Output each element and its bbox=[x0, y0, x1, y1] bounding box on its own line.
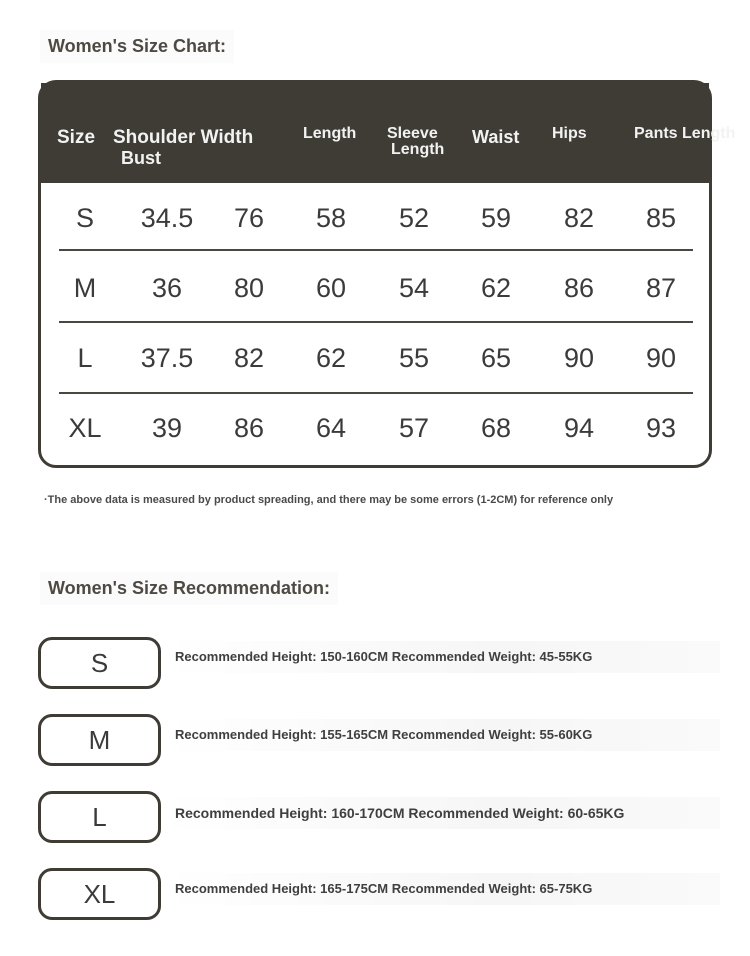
header-sleeve-length: Length bbox=[391, 141, 445, 158]
table-row bbox=[41, 183, 709, 253]
cell-length: 58 bbox=[315, 203, 347, 233]
cell-sleeve-length: 57 bbox=[398, 413, 430, 443]
cell-pants-length: 85 bbox=[645, 203, 677, 233]
cell-sleeve-length: 52 bbox=[398, 203, 430, 233]
cell-bust: 86 bbox=[233, 413, 265, 443]
cell-waist: 65 bbox=[480, 343, 512, 373]
cell-hips: 94 bbox=[563, 413, 595, 443]
cell-length: 64 bbox=[315, 413, 347, 443]
header-bust: Bust bbox=[121, 148, 161, 168]
cell-hips: 90 bbox=[563, 343, 595, 373]
cell-bust: 80 bbox=[233, 273, 265, 303]
cell-pants-length: 87 bbox=[645, 273, 677, 303]
cell-hips: 86 bbox=[563, 273, 595, 303]
cell-bust: 76 bbox=[233, 203, 265, 233]
recommendation-text-s: Recommended Height: 150-160CM Recommended Weight: 45-55KG bbox=[165, 641, 720, 673]
cell-length: 62 bbox=[315, 343, 347, 373]
header-waist: Waist bbox=[472, 127, 520, 147]
cell-size: L bbox=[77, 343, 93, 373]
measurement-note: ·The above data is measured by product spreading, and there may be some errors (1-2CM) for reference only bbox=[44, 494, 614, 506]
header-pants-length: Pants Length bbox=[634, 125, 736, 142]
cell-size: XL bbox=[68, 413, 102, 443]
cell-size: M bbox=[73, 273, 97, 303]
header-hips: Hips bbox=[552, 125, 587, 142]
cell-sleeve-length: 55 bbox=[398, 343, 430, 373]
recommendation-text-xl: Recommended Height: 165-175CM Recommended Weight: 65-75KG bbox=[165, 873, 720, 905]
cell-waist: 62 bbox=[480, 273, 512, 303]
size-chart-table bbox=[38, 80, 736, 468]
size-badge-s: S bbox=[38, 637, 161, 689]
cell-length: 60 bbox=[315, 273, 347, 303]
size-badge-xl: XL bbox=[38, 868, 161, 920]
header-sleeve: Sleeve bbox=[387, 125, 438, 142]
header-shoulder-width: Shoulder Width bbox=[113, 127, 254, 148]
cell-bust: 82 bbox=[233, 343, 265, 373]
cell-size: S bbox=[75, 203, 94, 233]
cell-hips: 82 bbox=[563, 203, 595, 233]
size-badge-l: L bbox=[38, 791, 161, 843]
size-badge-m: M bbox=[38, 714, 161, 766]
table-row bbox=[41, 323, 709, 393]
table-header bbox=[41, 83, 736, 183]
size-recommendation-title: Women's Size Recommendation: bbox=[40, 572, 338, 605]
header-length: Length bbox=[303, 125, 357, 142]
cell-shoulder-width: 39 bbox=[151, 413, 183, 443]
header-size: Size bbox=[57, 127, 96, 148]
cell-waist: 59 bbox=[480, 203, 512, 233]
cell-shoulder-width: 34.5 bbox=[140, 203, 194, 233]
cell-pants-length: 93 bbox=[645, 413, 677, 443]
table-row bbox=[41, 253, 709, 323]
recommendation-text-l: Recommended Height: 160-170CM Recommended Weight: 60-65KG bbox=[165, 797, 720, 829]
cell-shoulder-width: 36 bbox=[151, 273, 183, 303]
cell-sleeve-length: 54 bbox=[398, 273, 430, 303]
recommendation-text-m: Recommended Height: 155-165CM Recommended Weight: 55-60KG bbox=[165, 719, 720, 751]
row-divider bbox=[59, 249, 693, 251]
size-chart-title: Women's Size Chart: bbox=[40, 30, 234, 63]
cell-shoulder-width: 37.5 bbox=[140, 343, 194, 373]
cell-pants-length: 90 bbox=[645, 343, 677, 373]
cell-waist: 68 bbox=[480, 413, 512, 443]
table-row bbox=[41, 393, 709, 463]
